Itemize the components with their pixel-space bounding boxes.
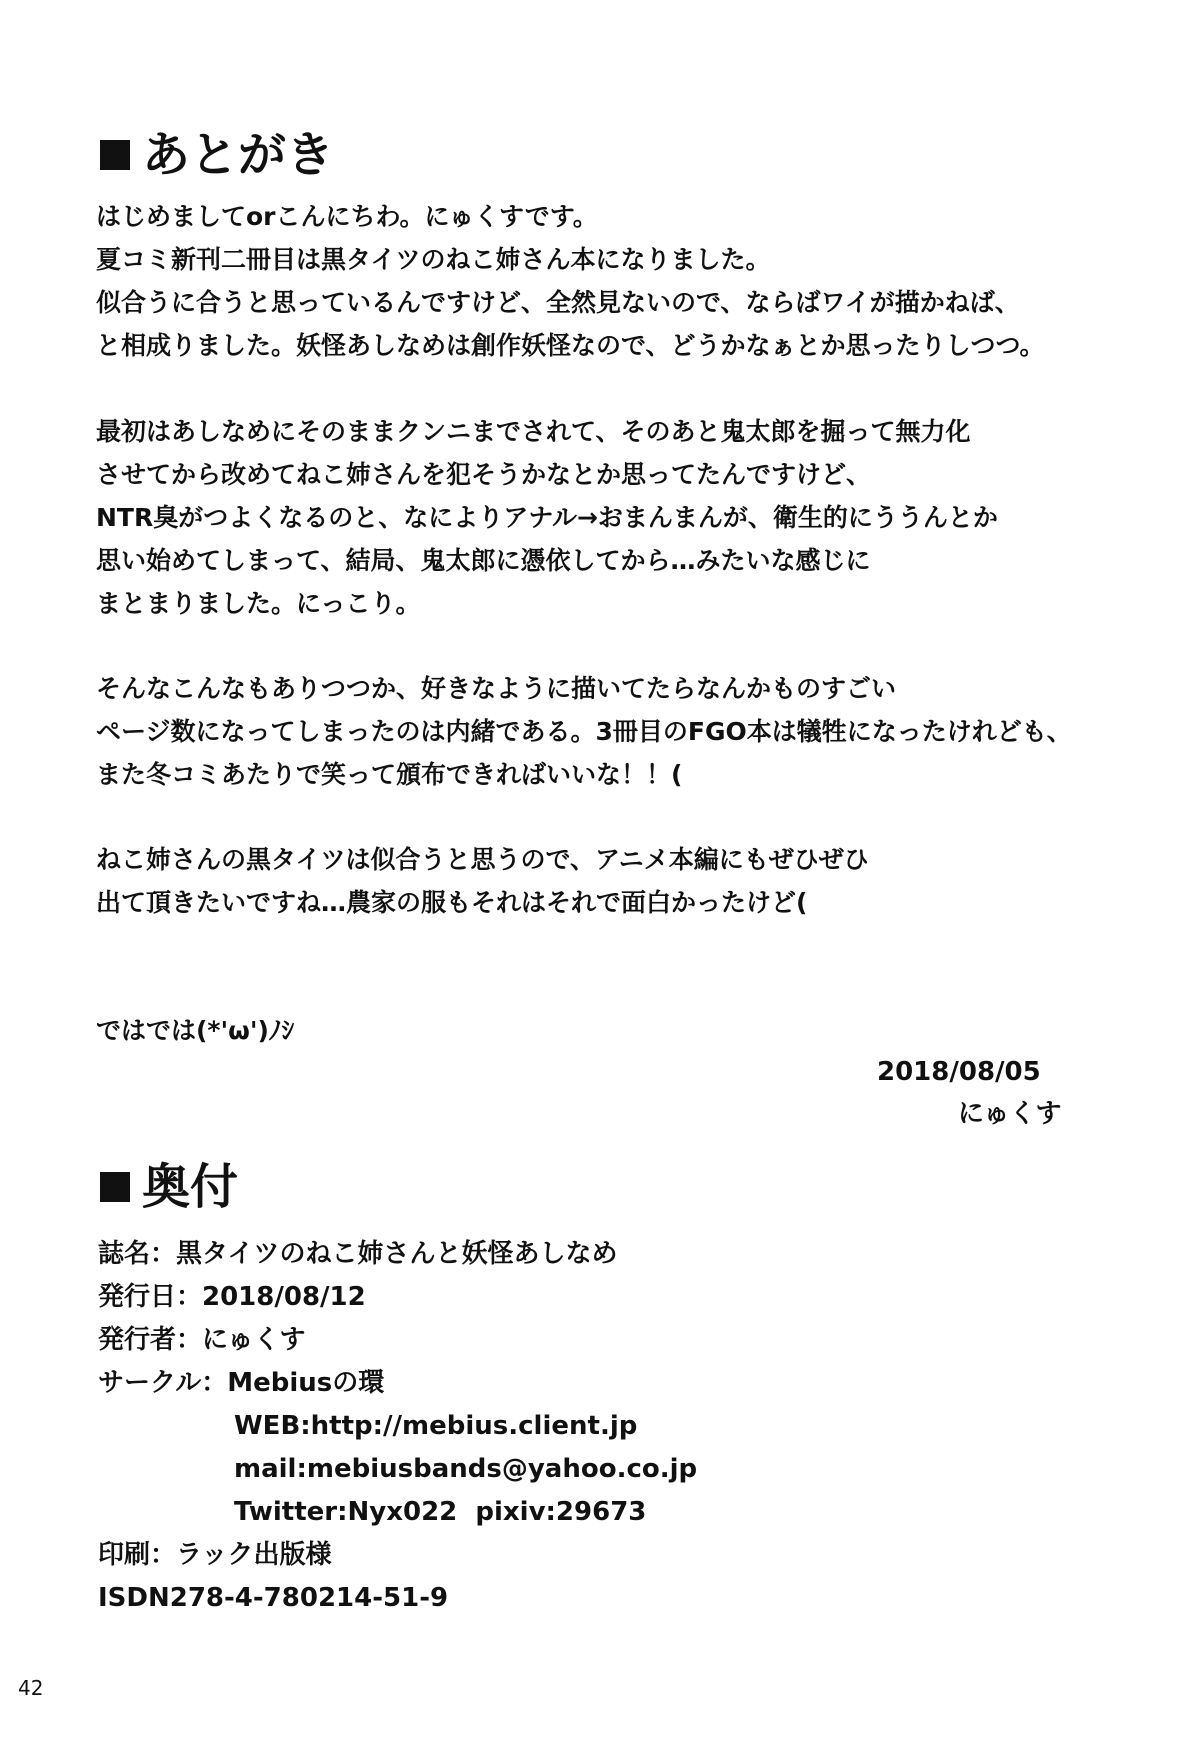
afterword-paragraph-5 [96,1009,294,1052]
colophon-title: 誌名：黒タイツのねこ姉さんと妖怪あしなめ [98,1239,618,1269]
afterword-paragraph-1 [96,195,1045,367]
afterword-heading [100,126,334,184]
colophon-publisher: 発行者：にゅくす [98,1325,306,1355]
paragraph-line: NTR臭がつよくなるのと、なによりアナル→おまんまんが、衛生的にううんとか [96,503,998,532]
colophon-web: WEB:http://mebius.client.jp [234,1411,638,1441]
paragraph-line: ではでは(*'ω')ﾉｼ [96,1016,294,1045]
paragraph-line: 出て頂きたいですね…農家の服もそれはそれで面白かったけど( [96,888,808,917]
paragraph-line: 思い始めてしまって、結局、鬼太郎に憑依してから…みたいな感じに [96,546,871,575]
paragraph-line: 似合うに合うと思っているんですけど、全然見ないので、ならばワイが描かねば、 [96,288,1020,317]
paragraph-line: また冬コミあたりで笑って頒布できればいいな！！( [96,760,683,789]
square-bullet-icon [100,1172,130,1202]
square-bullet-icon [100,140,130,170]
paragraph-line: まとまりました。にっこり。 [96,589,421,618]
paragraph-line: ページ数になってしまったのは内緒である。3冊目のFGO本は犠牲になったけれども、 [96,717,1072,746]
paragraph-line: そんなこんなもありつつか、好きなように描いてたらなんかものすごい [96,674,897,703]
afterword-date: 2018/08/05 [877,1057,1041,1087]
colophon-printer: 印刷：ラック出版様 [98,1540,332,1570]
colophon-heading [100,1158,238,1216]
colophon-block [98,1233,697,1620]
paragraph-line: 最初はあしなめにそのままクンニまでされて、そのあと鬼太郎を掘って無力化 [96,417,971,446]
paragraph-line: させてから改めてねこ姉さんを犯そうかなとか思ってたんですけど、 [96,460,872,489]
afterword-author: にゅくす [958,1099,1062,1129]
colophon-isdn: ISDN278-4-780214-51-9 [98,1583,449,1613]
afterword-heading-text: あとがき [142,127,335,183]
paragraph-line: ねこ姉さんの黒タイツは似合うと思うので、アニメ本編にもぜひぜひ [96,845,869,874]
paragraph-line: 夏コミ新刊二冊目は黒タイツのねこ姉さん本になりました。 [96,245,771,274]
page-number: 42 [18,1676,44,1700]
colophon-heading-text: 奥付 [142,1159,239,1215]
colophon-mail: mail:mebiusbands@yahoo.co.jp [234,1454,698,1484]
afterword-paragraph-2 [96,410,998,625]
colophon-social: Twitter:Nyx022 pixiv:29673 [234,1497,647,1527]
colophon-issue-date: 発行日：2018/08/12 [98,1282,366,1312]
paragraph-line: はじめましてorこんにちわ。にゅくすです。 [96,202,598,231]
paragraph-line: と相成りました。妖怪あしなめは創作妖怪なので、どうかなぁとか思ったりしつつ。 [96,331,1045,360]
afterword-paragraph-3 [96,667,1072,796]
afterword-paragraph-4 [96,838,869,924]
colophon-circle: サークル：Mebiusの環 [98,1368,385,1398]
